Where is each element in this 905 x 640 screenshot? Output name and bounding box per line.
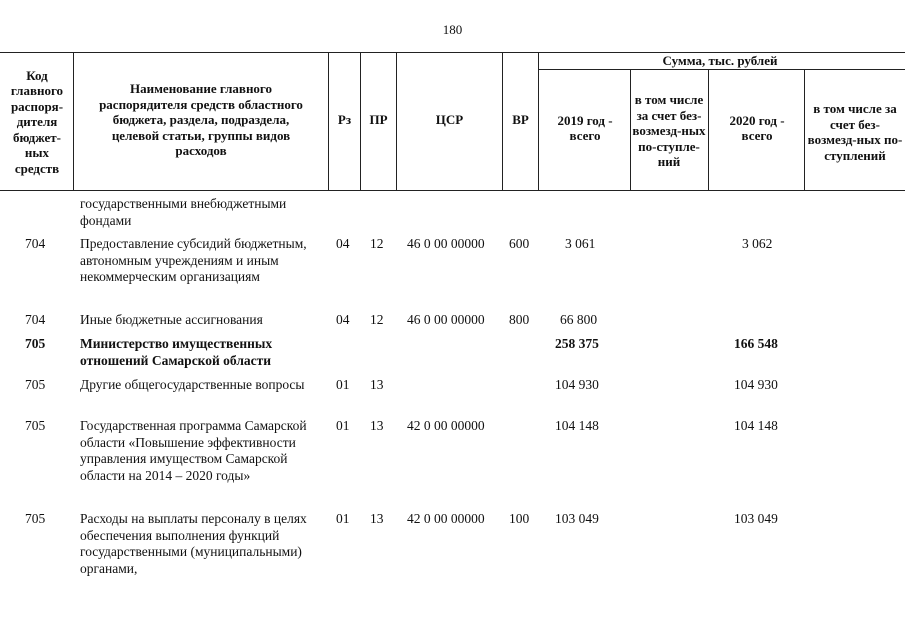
header-2020-total: 2020 год - всего — [729, 112, 785, 143]
row-vr: 600 — [509, 236, 530, 251]
row-sum-2019: 66 800 — [560, 312, 598, 327]
row-name: Министерство имущественных отношений Самарской области — [80, 336, 273, 368]
row-code: 704 — [25, 312, 46, 327]
header-2020-free: в том числе за счет без-возмезд-ных по-ступлений — [807, 101, 903, 163]
row-rz: 04 — [336, 236, 350, 251]
row-sum-2020: 103 049 — [734, 511, 778, 526]
row-sum-2019: 103 049 — [555, 511, 599, 526]
row-code: 705 — [25, 511, 46, 526]
row-vr: 100 — [509, 511, 530, 526]
row-rz: 01 — [336, 511, 350, 526]
row-code: 705 — [25, 418, 46, 433]
header-rz: Рз — [337, 112, 352, 128]
row-sum-2019: 3 061 — [565, 236, 596, 251]
row-name: Государственная программа Самарской области «Повышение эффективности управления имуществом Самарской области на 2014 – 2020 годы» — [80, 418, 307, 483]
row-csr: 42 0 00 00000 — [407, 418, 485, 433]
header-name: Наименование главного распорядителя средств областного бюджета, раздела, подраздела, целевой статьи, группы видов расходов — [99, 81, 303, 159]
row-pr: 13 — [370, 511, 384, 526]
row-sum-2019: 258 375 — [555, 336, 599, 351]
row-sum-2020: 3 062 — [742, 236, 773, 251]
row-name: Иные бюджетные ассигнования — [80, 312, 263, 327]
row-pr: 13 — [370, 377, 384, 392]
row-name: Расходы на выплаты персоналу в целях обеспечения выполнения функций государственными (муниципальными) органами, — [80, 511, 307, 576]
row-sum-2020: 104 148 — [734, 418, 778, 433]
row-rz: 04 — [336, 312, 350, 327]
header-sum: Сумма, тыс. рублей — [662, 53, 778, 69]
row-csr: 46 0 00 00000 — [407, 312, 485, 327]
row-sum-2019: 104 148 — [555, 418, 599, 433]
row-code: 705 — [25, 336, 46, 351]
row-sum-2020: 166 548 — [734, 336, 778, 351]
page-number: 180 — [442, 22, 463, 37]
row-vr: 800 — [509, 312, 530, 327]
header-pr: ПР — [369, 112, 388, 128]
row-rz: 01 — [336, 418, 350, 433]
continuation-text: государственными внебюджетными фондами — [80, 196, 287, 228]
row-name: Другие общегосударственные вопросы — [80, 377, 305, 392]
row-csr: 42 0 00 00000 — [407, 511, 485, 526]
row-csr: 46 0 00 00000 — [407, 236, 485, 251]
row-name: Предоставление субсидий бюджетным, автономным учреждениям и иным некоммерческим организациям — [80, 236, 307, 284]
row-code: 704 — [25, 236, 46, 251]
header-2019-free: в том числе за счет без-возмезд-ных по-ступле-ний — [632, 92, 706, 170]
header-vr: ВР — [512, 112, 529, 128]
header-2019-total: 2019 год - всего — [557, 112, 613, 143]
row-rz: 01 — [336, 377, 350, 392]
header-code: Код главного распоря-дителя бюджет-ных средств — [10, 67, 64, 176]
row-pr: 12 — [370, 312, 384, 327]
row-pr: 13 — [370, 418, 384, 433]
row-sum-2020: 104 930 — [734, 377, 778, 392]
header-csr: ЦСР — [435, 112, 464, 128]
row-pr: 12 — [370, 236, 384, 251]
row-code: 705 — [25, 377, 46, 392]
row-sum-2019: 104 930 — [555, 377, 599, 392]
